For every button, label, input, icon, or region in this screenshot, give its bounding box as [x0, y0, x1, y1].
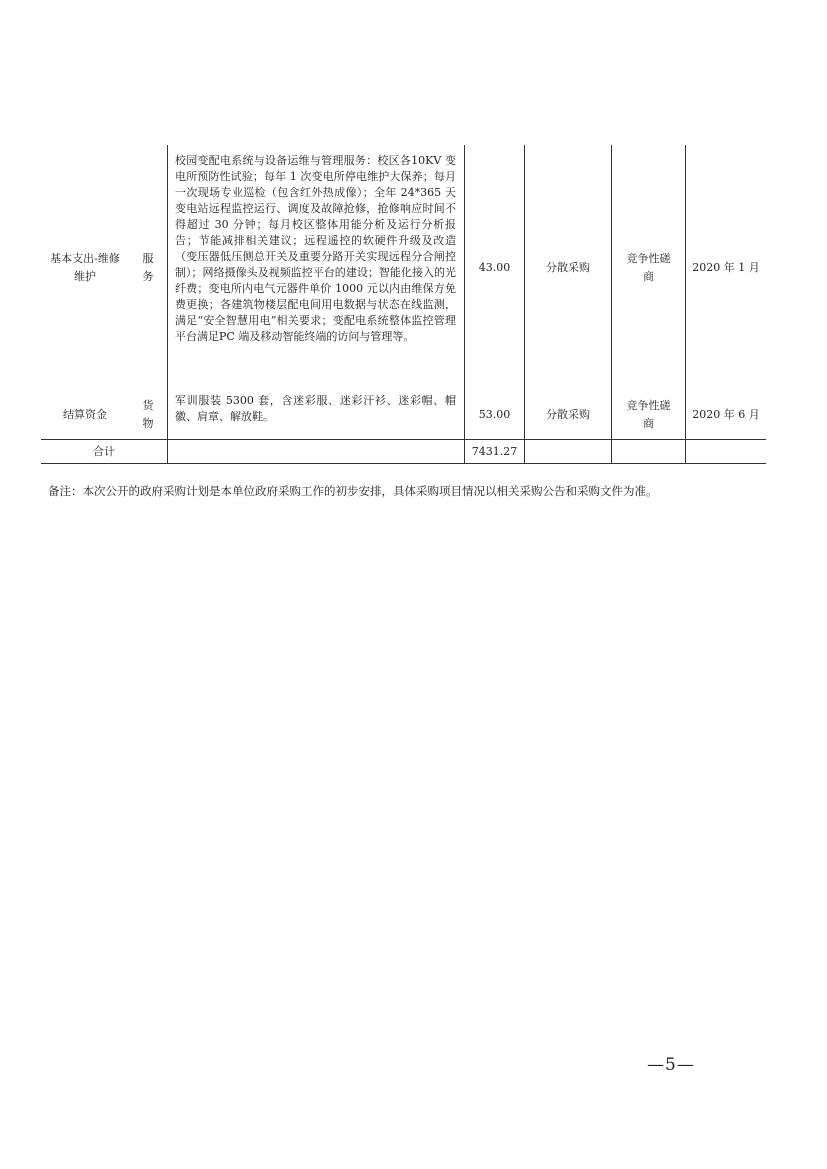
- item-type-cell: 服务: [142, 252, 154, 283]
- page-number: —5—: [647, 1055, 695, 1075]
- description-cell: 军训服装 5300 套，含迷彩服、迷彩汗衫、迷彩帽、帽徽、肩章、解放鞋。: [168, 391, 465, 440]
- procurement-table: [41, 145, 766, 464]
- table-row: [41, 145, 766, 391]
- table-row: [41, 391, 766, 440]
- total-row: [41, 440, 766, 464]
- amount-cell: 43.00: [465, 145, 525, 391]
- total-amount: 7431.27: [465, 440, 525, 464]
- fund-source-cell: 结算资金: [63, 408, 107, 421]
- total-empty-cell: [686, 440, 767, 464]
- procurement-organization-cell: 分散采购: [525, 391, 612, 440]
- remark-note: 备注：本次公开的政府采购计划是本单位政府采购工作的初步安排，具体采购项目情况以相关采购公告和采购文件为准。: [48, 484, 658, 498]
- date-cell: 2020 年 6 月: [692, 408, 760, 421]
- procurement-organization-cell: 分散采购: [525, 145, 612, 391]
- amount-cell: 53.00: [465, 391, 525, 440]
- total-empty-cell: [525, 440, 612, 464]
- date-cell: 2020 年 1 月: [692, 261, 760, 274]
- total-empty-cell: [612, 440, 686, 464]
- fund-source-cell: 基本支出-维修维护: [50, 252, 120, 283]
- total-label: 合计: [41, 440, 168, 464]
- procurement-method-cell: 竞争性磋商: [612, 391, 686, 440]
- procurement-method-cell: 竞争性磋商: [612, 145, 686, 391]
- total-description-cell: [168, 440, 465, 464]
- item-type-cell: 货物: [142, 399, 154, 430]
- description-cell: 校园变配电系统与设备运维与管理服务：校区各10KV 变电所预防性试验；每年 1 次变电所停电维护大保养；每月一次现场专业巡检（包含红外热成像）；全年 24*365 天变电站远程监控运行、调度及故障抢修，抢修响应时间不得超过 30 分钟；每月校区整体用能分析及运行分析报告；节能减排相关建议；远程遥控的软硬件升级及改造（变压器低压侧总开关及重要分路开关实现远程分合闸控制）；网络摄像头及视频监控平台的建设；智能化接入的光纤费；变电所内电气元器件单价 1000 元以内由维保方免费更换；各建筑物楼层配电间用电数据与状态在线监测，满足“安全智慧用电”相关要求；变配电系统整体监控管理平台满足PC 端及移动智能终端的访问与管理等。: [168, 145, 465, 391]
